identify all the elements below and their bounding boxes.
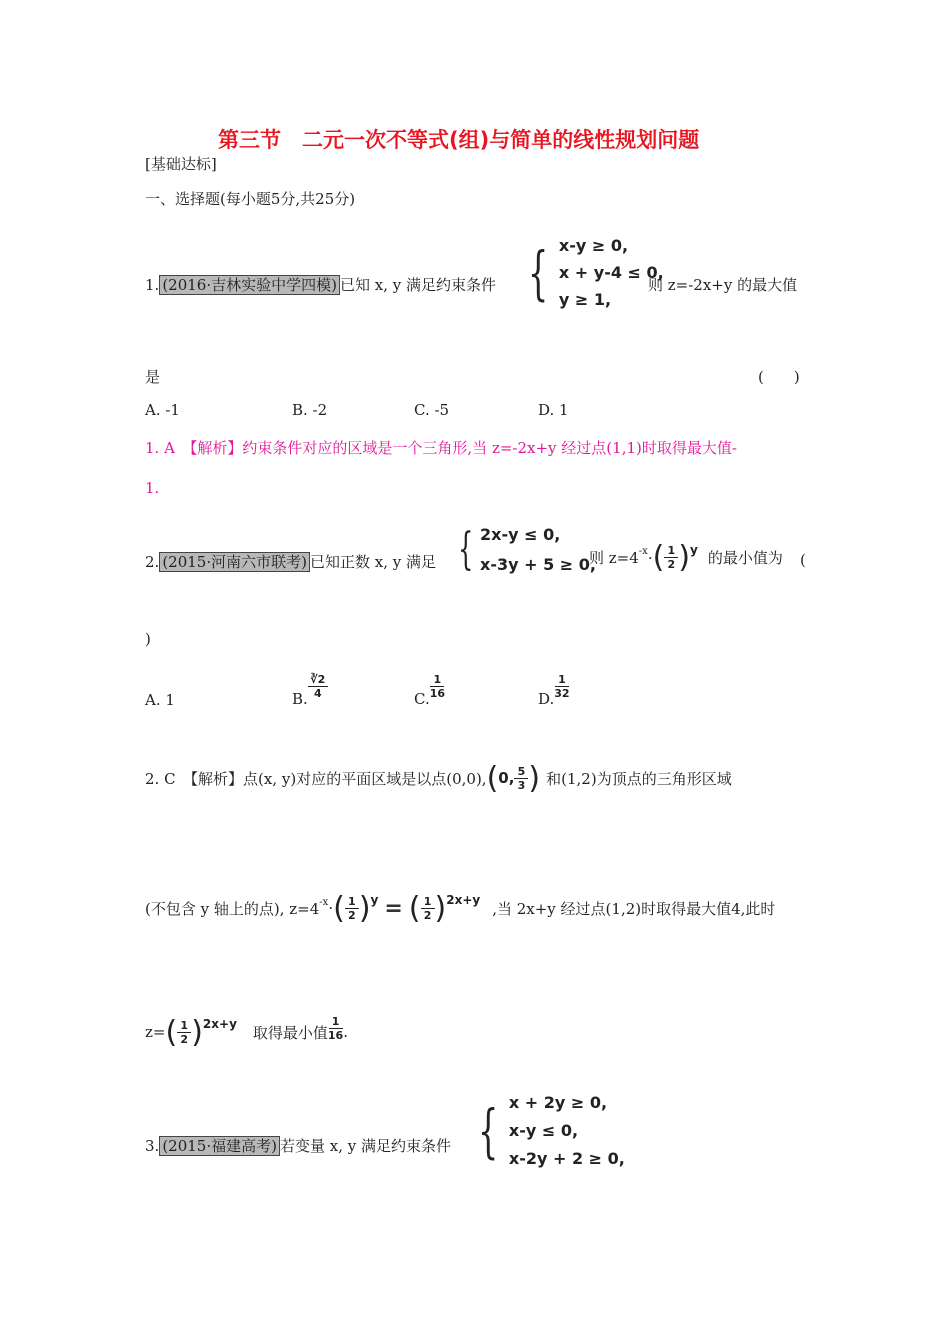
q2-brace: { xyxy=(458,524,474,575)
q2-number: 2. xyxy=(145,553,160,571)
q1-answer-blank: ( ) xyxy=(758,368,800,386)
q2-solution-line-3: z= ( $\frac{1}{2}$ ) 2x+y 取得最小值 $\frac{1}{16}$ . xyxy=(145,1014,348,1050)
q2-source-tag: (2015·河南六市联考) xyxy=(159,552,310,572)
section-label: [基础达标] xyxy=(145,155,217,173)
q1-source-tag: (2016·吉林实验中学四模) xyxy=(159,275,340,295)
q1-option-d: D. 1 xyxy=(538,401,569,419)
q2-option-d: D. $\frac{1}{32}$ xyxy=(538,672,570,708)
q1-solution-line-2: 1. xyxy=(145,479,160,497)
q2-obj-text: 则 z=4 xyxy=(589,549,639,567)
q1-option-c: C. -5 xyxy=(414,401,450,419)
part-heading: 一、选择题(每小题5分,共25分) xyxy=(145,190,356,208)
q1-constraint-3: y ≥ 1, xyxy=(558,290,612,309)
q1-option-b: B. -2 xyxy=(292,401,328,419)
q1-text: 已知 x, y 满足约束条件 xyxy=(339,276,496,294)
q1-option-a: A. -1 xyxy=(145,401,180,419)
q3-constraint-system xyxy=(478,1090,625,1172)
q2-obj-dot: · xyxy=(647,548,653,567)
q2-solution-line-1: 2. C 【解析】点(x, y)对应的平面区域是以点(0,0), ( 0, $\frac{5}{3}$ ) 和(1,2)为顶点的三角形区域 xyxy=(145,760,732,796)
page-title: 第三节 二元一次不等式(组)与简单的线性规划问题 xyxy=(218,128,700,152)
q3-constraint-1: x + 2y ≥ 0, xyxy=(508,1093,608,1112)
q2-paren-close: ) xyxy=(145,630,151,648)
q2-exp-y: y xyxy=(690,542,698,557)
q2-solution-line-2: (不包含 y 轴上的点), z=4 -x · ( $\frac{1}{2}$ ) y = ( $\frac{1}{2}$ ) 2x+y ,当 2x+y 经过点(1,2)时取得最大值4,此时 xyxy=(145,890,776,926)
q1-continuation: 是 xyxy=(145,368,161,386)
q2-obj-exp: -x xyxy=(638,546,648,557)
q1-constraint-2: x + y-4 ≤ 0, xyxy=(558,263,664,282)
q1-solution-line-1: 1. A 【解析】约束条件对应的区域是一个三角形,当 z=-2x+y 经过点(1,1)时取得最大值- xyxy=(145,439,737,457)
q2-paren-open: ( xyxy=(800,551,806,569)
q1-number: 1. xyxy=(145,276,160,294)
q2-constraint-2: x-3y + 5 ≥ 0, xyxy=(480,555,596,574)
q1-constraint-1: x-y ≥ 0, xyxy=(558,236,629,255)
q2-option-c: C. $\frac{1}{16}$ xyxy=(414,672,446,708)
q3-stem xyxy=(145,1135,451,1156)
q2-constraint-system xyxy=(458,522,596,578)
q3-constraint-3: x-2y + 2 ≥ 0, xyxy=(508,1149,625,1168)
q2-text: 已知正数 x, y 满足 xyxy=(309,553,436,571)
q2-objective: 则 z=4 -x · ( $\frac{1}{2}$ ) y 的最小值为 xyxy=(589,540,783,575)
q1-stem xyxy=(145,274,496,295)
q2-constraint-1: 2x-y ≤ 0, xyxy=(480,525,561,544)
q3-brace: { xyxy=(478,1097,499,1165)
q3-constraint-2: x-y ≤ 0, xyxy=(508,1121,579,1140)
q1-objective: 则 z=-2x+y 的最大值 xyxy=(648,276,798,294)
q1-brace: { xyxy=(528,239,549,307)
q2-half-fraction: $\frac{1}{2}$ xyxy=(664,544,678,571)
q2-option-a: A. 1 xyxy=(145,691,175,709)
q2-option-b: B. $\frac{∛2}{4}$ xyxy=(292,672,328,708)
q3-text: 若变量 x, y 满足约束条件 xyxy=(279,1137,451,1155)
q1-constraint-system xyxy=(528,233,664,313)
q3-number: 3. xyxy=(145,1137,160,1155)
q2-obj-tail: 的最小值为 xyxy=(707,549,783,567)
q2-stem xyxy=(145,551,436,572)
q3-source-tag: (2015·福建高考) xyxy=(159,1136,280,1156)
